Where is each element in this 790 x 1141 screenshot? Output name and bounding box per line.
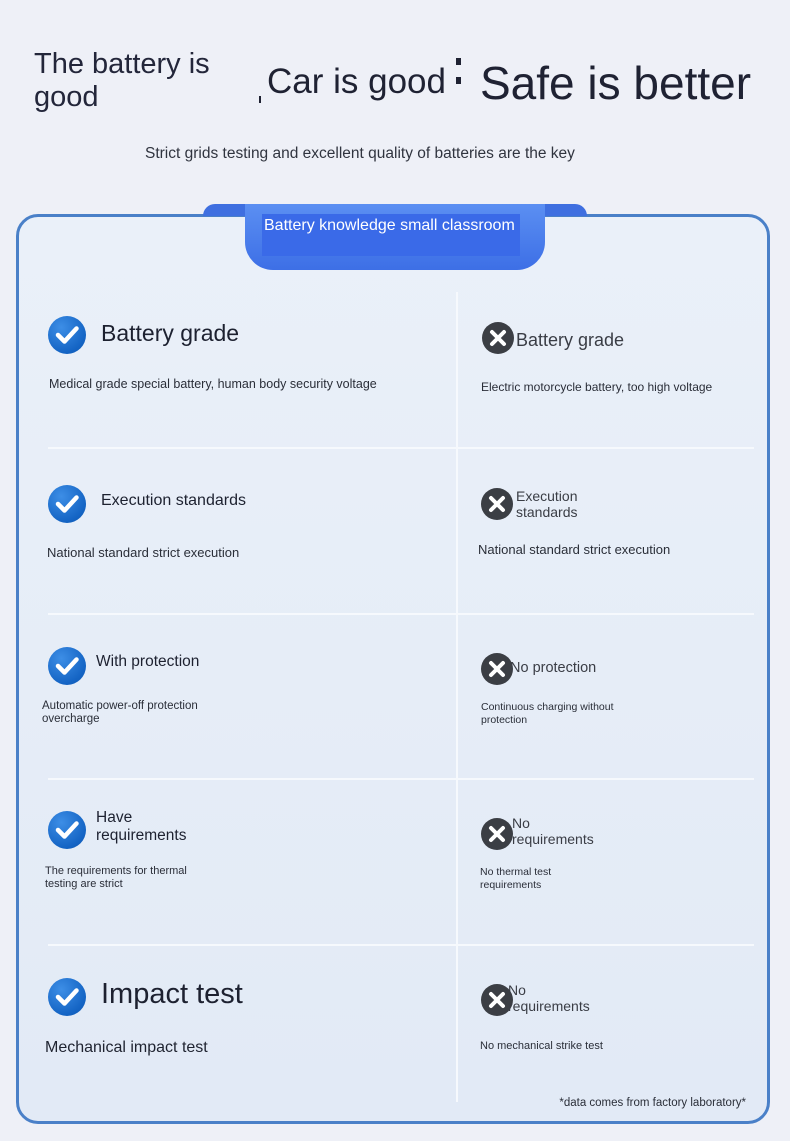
header-right-title: Safe is better [480,57,752,109]
bad-title: Battery grade [516,330,625,350]
good-description: National standard strict execution [47,545,240,560]
good-title: Execution standards [101,492,246,509]
bad-title: No requirements [512,815,594,847]
check-circle-icon [48,811,86,849]
card-tab-label: Battery knowledge small classroom [262,214,520,256]
row-divider [48,778,754,780]
bad-description: Electric motorcycle battery, too high voltage [481,380,713,394]
good-title: Battery grade [101,320,240,346]
header-left-title: The battery is good [34,48,210,113]
check-circle-icon [48,316,86,354]
footnote: *data comes from factory laboratory* [559,1097,746,1109]
x-circle-icon [481,653,513,685]
column-divider [456,292,458,1102]
bad-description: No mechanical strike test [480,1040,603,1052]
bad-title: No requirements [508,982,590,1014]
good-description: Medical grade special battery, human body security voltage [49,377,377,391]
x-circle-icon [482,322,514,354]
bad-title: No protection [510,660,597,676]
header-middle-title: Car is good [267,62,446,101]
header-separator [456,58,462,88]
check-circle-icon [48,978,86,1016]
x-circle-icon [481,488,513,520]
row-divider [48,944,754,946]
good-description: Mechanical impact test [45,1039,208,1056]
bad-description: Continuous charging without protection [481,701,614,726]
check-circle-icon [48,647,86,685]
bad-title: Execution standards [516,488,578,520]
good-title: Impact test [101,978,243,1010]
good-description: The requirements for thermal testing are strict [45,865,187,890]
x-circle-icon [481,818,513,850]
bad-description: National standard strict execution [478,542,671,557]
bad-description: No thermal test requirements [480,866,552,891]
good-title: Have requirements [96,809,187,844]
check-circle-icon [48,485,86,523]
header-tick-mark [259,96,261,103]
row-divider [48,613,754,615]
good-title: With protection [96,653,200,670]
good-description: Automatic power-off protection overcharge [42,700,198,725]
row-divider [48,447,754,449]
